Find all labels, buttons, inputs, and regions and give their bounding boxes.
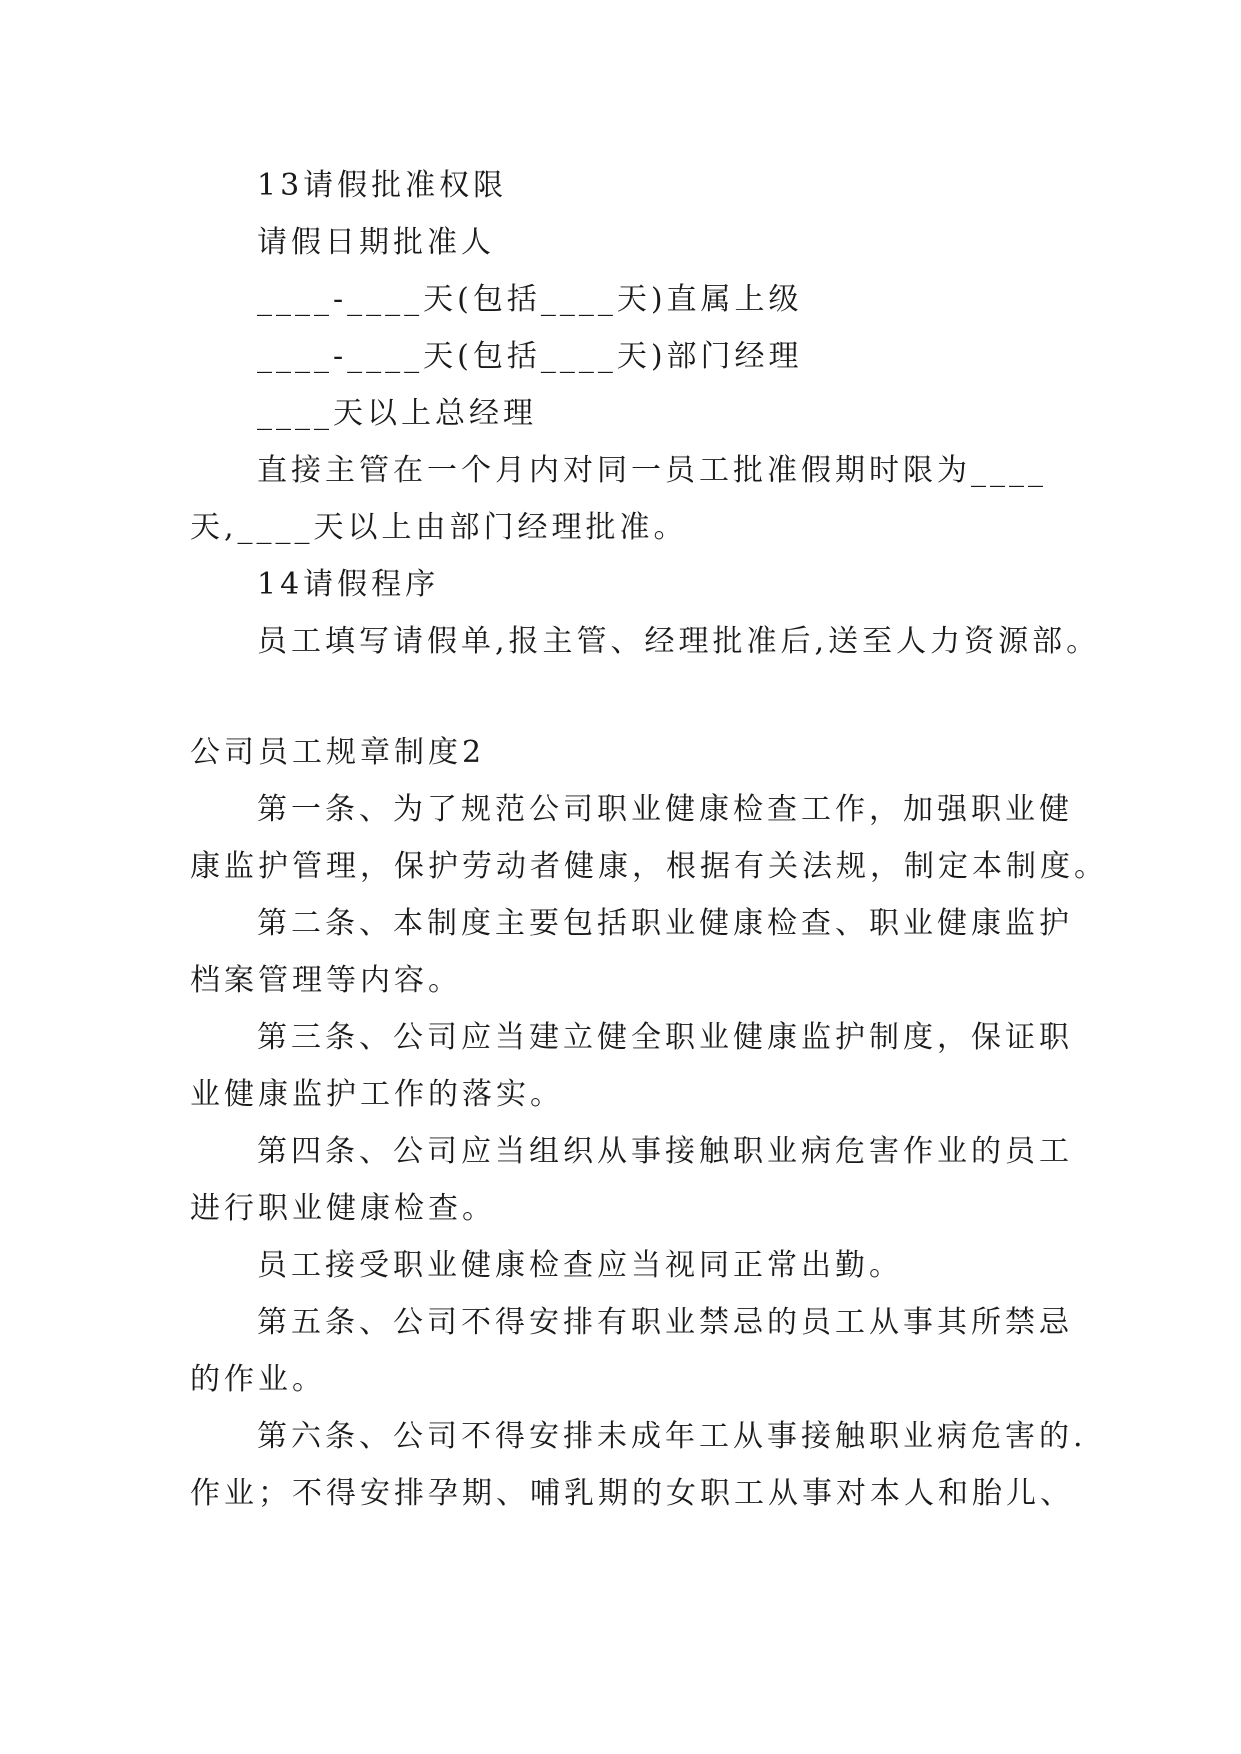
paragraph-line: 天,____天以上由部门经理批准。 — [190, 510, 688, 545]
article-3-line: 业健康监护工作的落实。 — [190, 1077, 564, 1112]
article-4-line: 进行职业健康检查。 — [190, 1191, 496, 1226]
article-2-line: 档案管理等内容。 — [190, 963, 462, 998]
approval-row-general-manager: ____天以上总经理 — [257, 396, 537, 431]
heading-14: 14请假程序 — [257, 567, 440, 602]
approval-table-header: 请假日期批准人 — [257, 225, 495, 260]
paragraph-line: 直接主管在一个月内对同一员工批准假期时限为____ — [257, 453, 1047, 488]
article-4-line: 第四条、公司应当组织从事接触职业病危害作业的员工 — [257, 1134, 1073, 1169]
article-6-line: 作业；不得安排孕期、哺乳期的女职工从事对本人和胎儿、 — [190, 1476, 1074, 1511]
article-1-line: 康监护管理，保护劳动者健康，根据有关法规，制定本制度。 — [190, 849, 1108, 884]
article-4-note: 员工接受职业健康检查应当视同正常出勤。 — [257, 1248, 903, 1283]
article-5-line: 第五条、公司不得安排有职业禁忌的员工从事其所禁忌 — [257, 1305, 1073, 1340]
article-1-line: 第一条、为了规范公司职业健康检查工作，加强职业健 — [257, 792, 1073, 827]
heading-13: 13请假批准权限 — [257, 168, 508, 203]
article-2-line: 第二条、本制度主要包括职业健康检查、职业健康监护 — [257, 906, 1073, 941]
approval-row-manager: ____-____天(包括____天)部门经理 — [257, 339, 803, 374]
approval-row-supervisor: ____-____天(包括____天)直属上级 — [257, 282, 803, 317]
article-6-line: 第六条、公司不得安排未成年工从事接触职业病危害的. — [257, 1419, 1087, 1454]
article-3-line: 第三条、公司应当建立健全职业健康监护制度，保证职 — [257, 1020, 1073, 1055]
paragraph-line: 员工填写请假单,报主管、经理批准后,送至人力资源部。 — [257, 624, 1101, 659]
section-title: 公司员工规章制度2 — [190, 735, 486, 770]
article-5-line: 的作业。 — [190, 1362, 326, 1397]
